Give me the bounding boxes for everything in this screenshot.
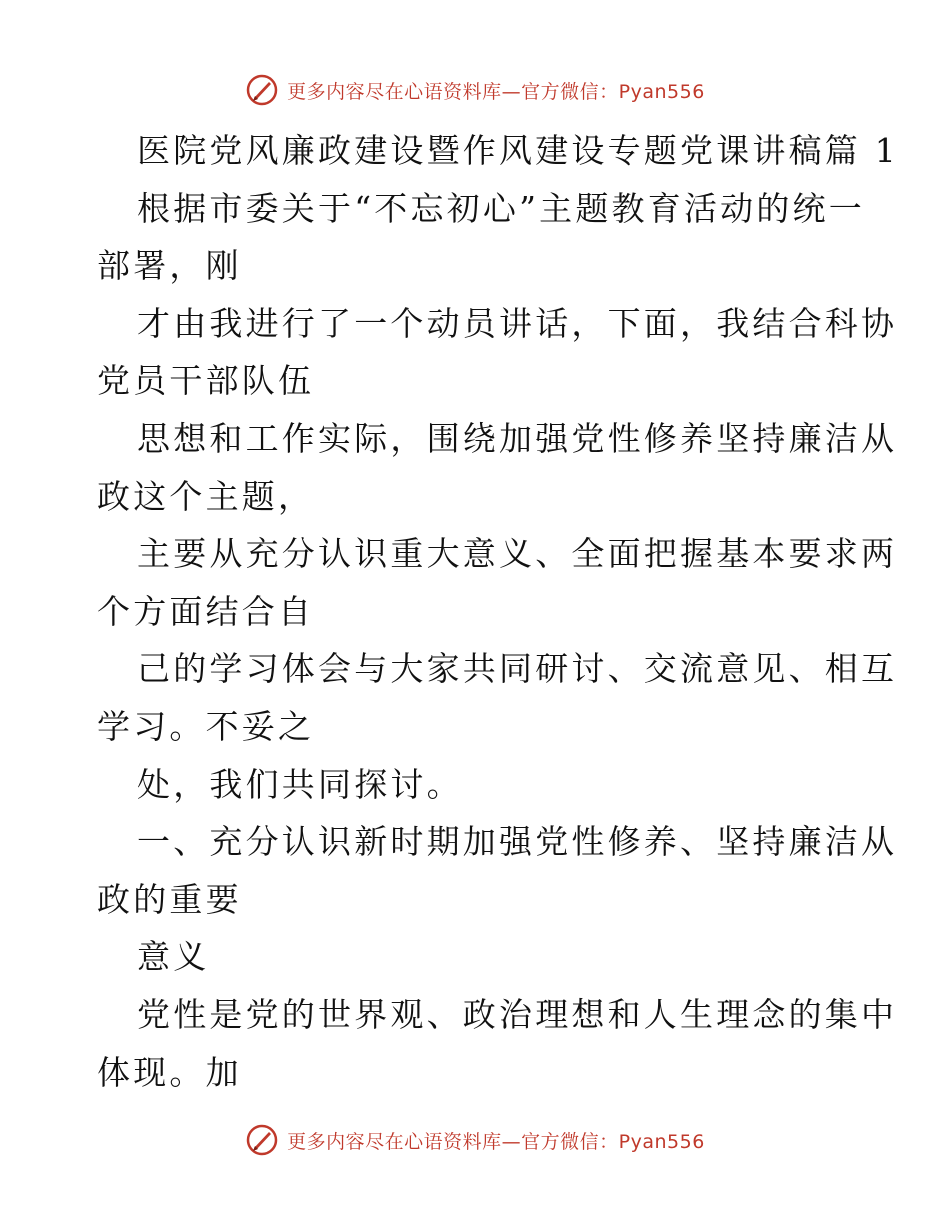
text-line: 党性是党的世界观、政治理想和人生理念的集中: [137, 994, 898, 1034]
document-body: [97, 122, 899, 1101]
text-line: 政这个主题，: [97, 476, 315, 516]
text-line: 党员干部队伍: [97, 361, 315, 401]
text-line: 己的学习体会与大家共同研讨、交流意见、相互: [137, 649, 898, 689]
text-line: 处，我们共同探讨。: [137, 764, 463, 804]
text-line: 才由我进行了一个动员讲话，下面，我结合科协: [137, 303, 898, 343]
footer-watermark-text: 更多内容尽在心语资料库—官方微信：Pyan556: [287, 1130, 705, 1153]
text-line: 医院党风廉政建设暨作风建设专题党课讲稿篇 1: [137, 131, 899, 170]
text-line: 部署，刚: [97, 246, 242, 286]
text-line: 一、充分认识新时期加强党性修养、坚持廉洁从: [137, 822, 898, 862]
footer-watermark: [0, 1120, 950, 1160]
text-line: 根据市委关于“不忘初心”主题教育活动的统一: [137, 188, 865, 228]
text-line: 个方面结合自: [97, 591, 315, 631]
text-line: 意义: [137, 937, 210, 977]
text-line: 体现。加: [97, 1052, 242, 1092]
header-watermark-text: 更多内容尽在心语资料库—官方微信：Pyan556: [287, 80, 705, 103]
text-line: 政的重要: [97, 879, 242, 919]
quill-logo-icon: [245, 1123, 279, 1157]
text-line: 思想和工作实际，围绕加强党性修养坚持廉洁从: [137, 418, 898, 458]
quill-logo-icon: [245, 73, 279, 107]
header-watermark: [0, 70, 950, 110]
text-line: 主要从充分认识重大意义、全面把握基本要求两: [137, 534, 898, 574]
text-line: 学习。不妥之: [97, 706, 315, 746]
